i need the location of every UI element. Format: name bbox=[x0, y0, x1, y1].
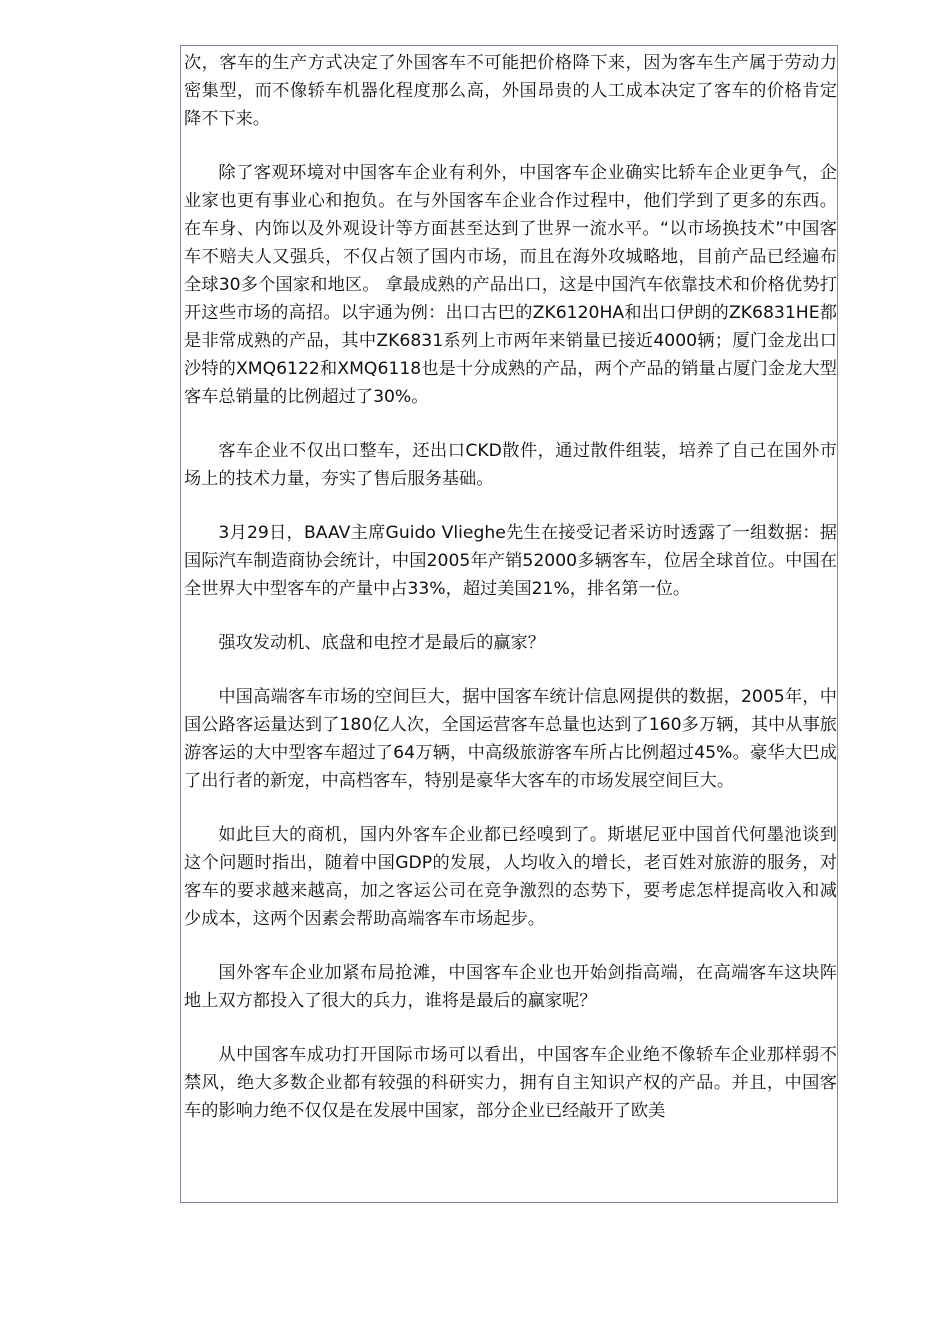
paragraph-1: 次，客车的生产方式决定了外国客车不可能把价格降下来，因为客车生产属于劳动力密集型，而不像轿车机器化程度那么高，外国昂贵的人工成本决定了客车的价格肯定降不下来。 bbox=[184, 53, 837, 129]
document-body bbox=[181, 49, 837, 1125]
paragraph-3: 客车企业不仅出口整车，还出口CKD散件，通过散件组装，培养了自己在国外市场上的技术力量，夯实了售后服务基础。 bbox=[184, 441, 837, 489]
paragraph-4: 3月29日，BAAV主席Guido Vlieghe先生在接受记者采访时透露了一组数据：据国际汽车制造商协会统计，中国2005年产销52000多辆客车，位居全球首位。中国在全世界大中型客车的产量中占33%，超过美国21%，排名第一位。 bbox=[184, 523, 837, 599]
paragraph-6: 如此巨大的商机，国内外客车企业都已经嗅到了。斯堪尼亚中国首代何墨池谈到这个问题时指出，随着中国GDP的发展，人均收入的增长，老百姓对旅游的服务，对客车的要求越来越高，加之客运公司在竞争激烈的态势下，要考虑怎样提高收入和减少成本，这两个因素会帮助高端客车市场起步。 bbox=[184, 825, 837, 929]
section-heading: 强攻发动机、底盘和电控才是最后的赢家？ bbox=[218, 633, 545, 653]
paragraph-8: 从中国客车成功打开国际市场可以看出，中国客车企业绝不像轿车企业那样弱不禁风，绝大多数企业都有较强的科研实力，拥有自主知识产权的产品。并且，中国客车的影响力绝不仅仅是在发展中国家，部分企业已经敲开了欧美 bbox=[184, 1045, 837, 1121]
paragraph-7: 国外客车企业加紧布局抢滩，中国客车企业也开始剑指高端，在高端客车这块阵地上双方都投入了很大的兵力，谁将是最后的赢家呢？ bbox=[184, 963, 837, 1011]
document-page bbox=[180, 45, 838, 1203]
paragraph-2: 除了客观环境对中国客车企业有利外，中国客车企业确实比轿车企业更争气，企业家也更有事业心和抱负。在与外国客车企业合作过程中，他们学到了更多的东西。在车身、内饰以及外观设计等方面甚至达到了世界一流水平。“以市场换技术”中国客车不赔夫人又强兵，不仅占领了国内市场，而且在海外攻城略地，目前产品已经遍布全球30多个国家和地区。 拿最成熟的产品出口，这是中国汽车依靠技术和价格优势打开这些市场的高招。以宇通为例：出口古巴的ZK6120HA和出口伊朗的ZK6831HE都是非常成熟的产品，其中ZK6831系列上市两年来销量已接近4000辆；厦门金龙出口沙特的XMQ6122和XMQ6118也是十分成熟的产品，两个产品的销量占厦门金龙大型客车总销量的比例超过了30%。 bbox=[184, 163, 837, 407]
paragraph-5: 中国高端客车市场的空间巨大，据中国客车统计信息网提供的数据，2005年，中国公路客运量达到了180亿人次，全国运营客车总量也达到了160多万辆，其中从事旅游客运的大中型客车超过了64万辆，中高级旅游客车所占比例超过45%。豪华大巴成了出行者的新宠，中高档客车，特别是豪华大客车的市场发展空间巨大。 bbox=[184, 687, 837, 791]
